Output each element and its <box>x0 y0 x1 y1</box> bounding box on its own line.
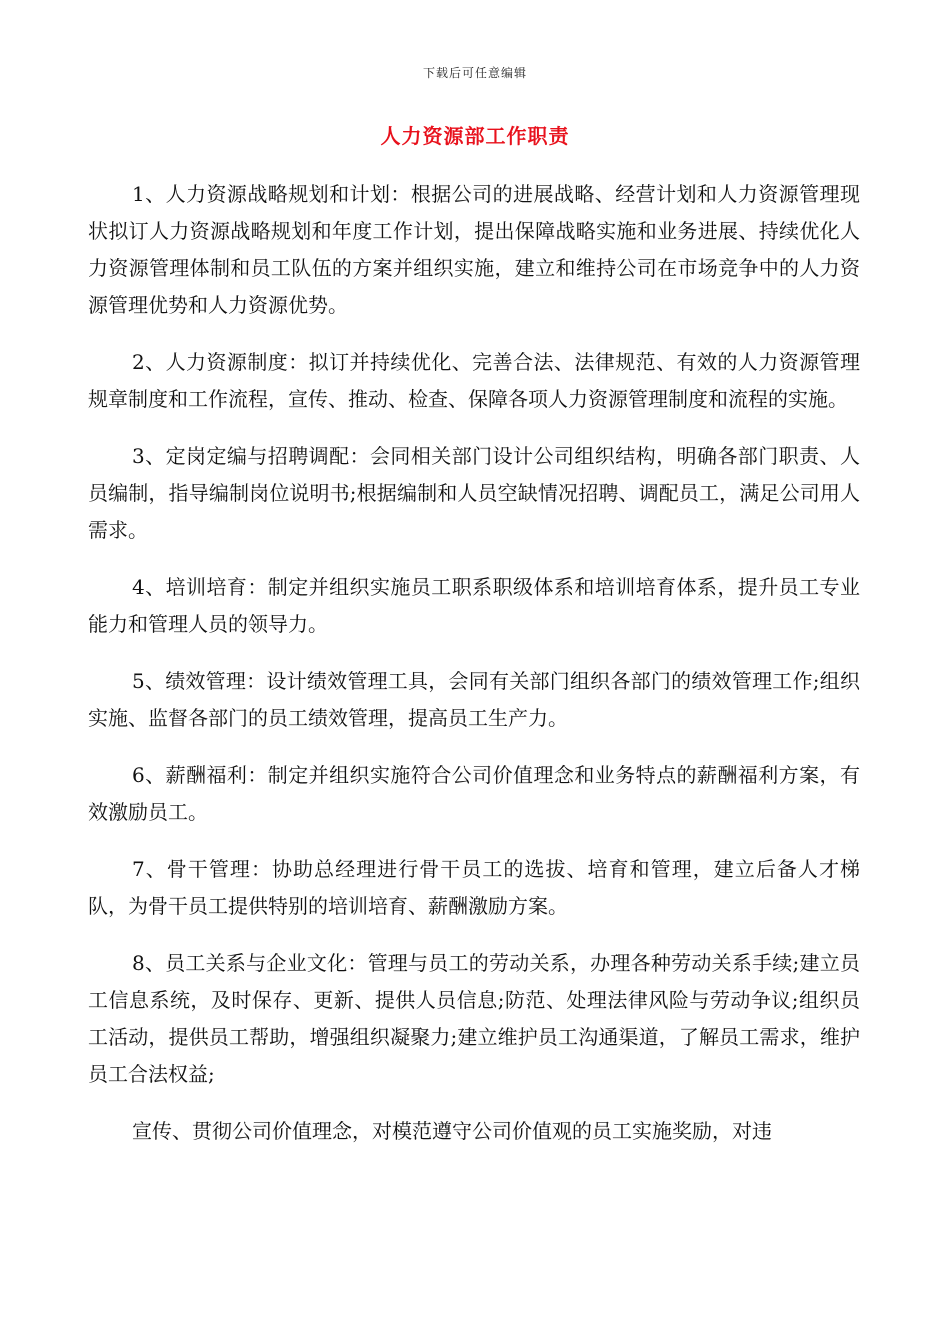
document-title: 人力资源部工作职责 <box>380 124 570 148</box>
header-note: 下载后可任意编辑 <box>422 66 527 80</box>
paragraph-training: 4、培训培育：制定并组织实施员工职系职级体系和培训培育体系，提升员工专业能力和管理人员的领导力。 <box>88 575 860 636</box>
paragraph-employee-relations: 8、员工关系与企业文化：管理与员工的劳动关系，办理各种劳动关系手续;建立员工信息系统，及时保存、更新、提供人员信息;防范、处理法律风险与劳动争议;组织员工活动，提供员工帮助，增强组织凝聚力;建立维护员工沟通渠道，了解员工需求，维护员工合法权益; <box>88 951 860 1086</box>
paragraph-staffing-recruitment: 3、定岗定编与招聘调配：会同相关部门设计公司组织结构，明确各部门职责、人员编制，指导编制岗位说明书;根据编制和人员空缺情况招聘、调配员工，满足公司用人需求。 <box>88 444 860 542</box>
paragraph-hr-policy: 2、人力资源制度：拟订并持续优化、完善合法、法律规范、有效的人力资源管理规章制度和工作流程，宣传、推动、检查、保障各项人力资源管理制度和流程的实施。 <box>88 350 860 411</box>
paragraph-key-staff: 7、骨干管理：协助总经理进行骨干员工的选拔、培育和管理，建立后备人才梯队，为骨干员工提供特别的培训培育、薪酬激励方案。 <box>88 857 860 918</box>
paragraph-culture-continued: 宣传、贯彻公司价值理念，对模范遵守公司价值观的员工实施奖励，对违 <box>132 1119 772 1143</box>
paragraph-strategy-planning: 1、人力资源战略规划和计划：根据公司的进展战略、经营计划和人力资源管理现状拟订人力资源战略规划和年度工作计划，提出保障战略实施和业务进展、持续优化人力资源管理体制和员工队伍的方案并组织实施，建立和维持公司在市场竞争中的人力资源管理优势和人力资源优势。 <box>88 182 860 317</box>
paragraph-compensation: 6、薪酬福利：制定并组织实施符合公司价值理念和业务特点的薪酬福利方案，有效激励员工。 <box>88 763 860 824</box>
paragraph-performance: 5、绩效管理：设计绩效管理工具，会同有关部门组织各部门的绩效管理工作;组织实施、监督各部门的员工绩效管理，提高员工生产力。 <box>88 669 860 730</box>
document-body <box>88 176 860 1170</box>
